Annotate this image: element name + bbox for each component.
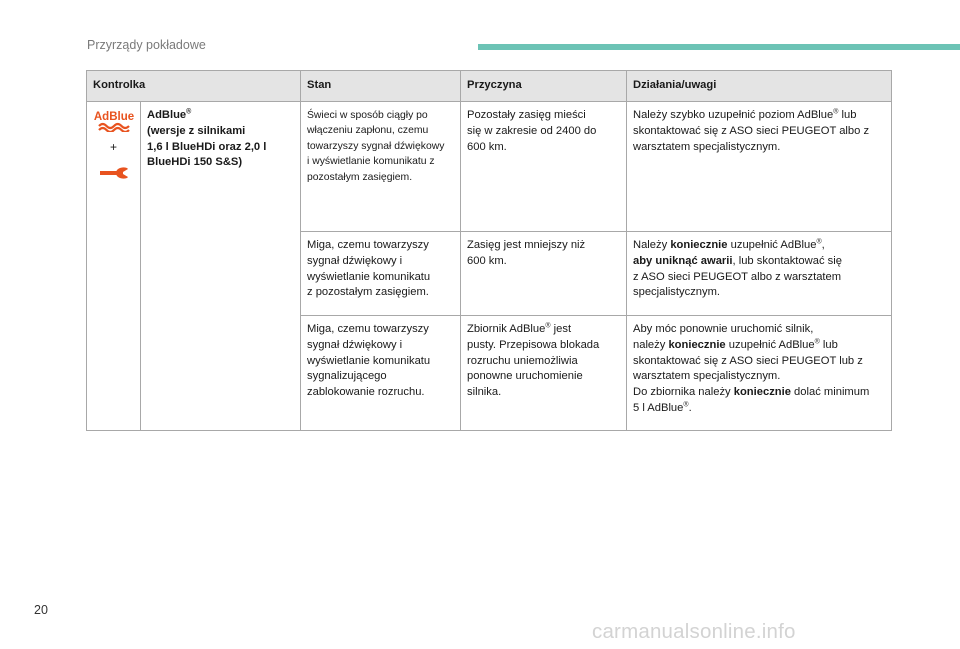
adblue-icon: [94, 108, 134, 132]
indicator-icons-cell: [87, 102, 141, 431]
header-kontrolka: Kontrolka: [87, 71, 301, 102]
indicator-name: AdBlue®: [147, 108, 192, 121]
row2-dzialania: Należy koniecznie uzupełnić AdBlue®, aby uniknąć awarii, lub skontaktować się z ASO sieci PEUGEOT albo z warsztatem specjalistycznym.: [627, 232, 892, 316]
wrench-icon: [97, 165, 131, 183]
row1-stan: Świeci w sposób ciągły po włączeniu zapłonu, czemu towarzyszy sygnał dźwiękowy i wyświetlanie komunikatu z pozostałym zasięgiem.: [301, 102, 461, 232]
header-dzialania: Działania/uwagi: [627, 71, 892, 102]
row1-przyczyna: Pozostały zasięg mieści się w zakresie od 2400 do 600 km.: [461, 102, 627, 232]
header-accent-bar: [478, 44, 960, 50]
indicator-name-line3: BlueHDi 150 S&S): [147, 156, 243, 169]
plus-sign: +: [109, 140, 117, 154]
row1-dzialania: Należy szybko uzupełnić poziom AdBlue® lub skontaktować się z ASO sieci PEUGEOT albo z warsztatem specjalistycznym.: [627, 102, 892, 232]
table-header-row: [87, 71, 892, 102]
warning-lights-table: [86, 70, 892, 431]
watermark: carmanualsonline.info: [592, 620, 796, 643]
adblue-icon-text: AdBlue: [93, 111, 134, 123]
indicator-name-line2: 1,6 l BlueHDi oraz 2,0 l: [147, 140, 267, 153]
header-przyczyna: Przyczyna: [461, 71, 627, 102]
table-row: [87, 102, 892, 232]
row3-dzialania: Aby móc ponownie uruchomić silnik, należy koniecznie uzupełnić AdBlue® lub skontaktować się z ASO sieci PEUGEOT lub z warsztatem specjalistycznym. Do zbiornika należy koniecznie dolać minimum 5 l AdBlue®.: [627, 316, 892, 431]
row3-przyczyna: Zbiornik AdBlue® jest pusty. Przepisowa blokada rozruchu uniemożliwia ponowne uruchomienie silnika.: [461, 316, 627, 431]
row2-przyczyna: Zasięg jest mniejszy niż 600 km.: [461, 232, 627, 316]
row2-stan: Miga, czemu towarzyszy sygnał dźwiękowy i wyświetlanie komunikatu z pozostałym zasięgiem.: [301, 232, 461, 316]
page-number: 20: [34, 603, 48, 617]
section-title: Przyrządy pokładowe: [87, 38, 206, 52]
row3-stan: Miga, czemu towarzyszy sygnał dźwiękowy i wyświetlanie komunikatu sygnalizującego zablokowanie rozruchu.: [301, 316, 461, 431]
header-stan: Stan: [301, 71, 461, 102]
indicator-name-line1: (wersje z silnikami: [147, 124, 246, 137]
indicator-name-cell: [141, 102, 301, 431]
